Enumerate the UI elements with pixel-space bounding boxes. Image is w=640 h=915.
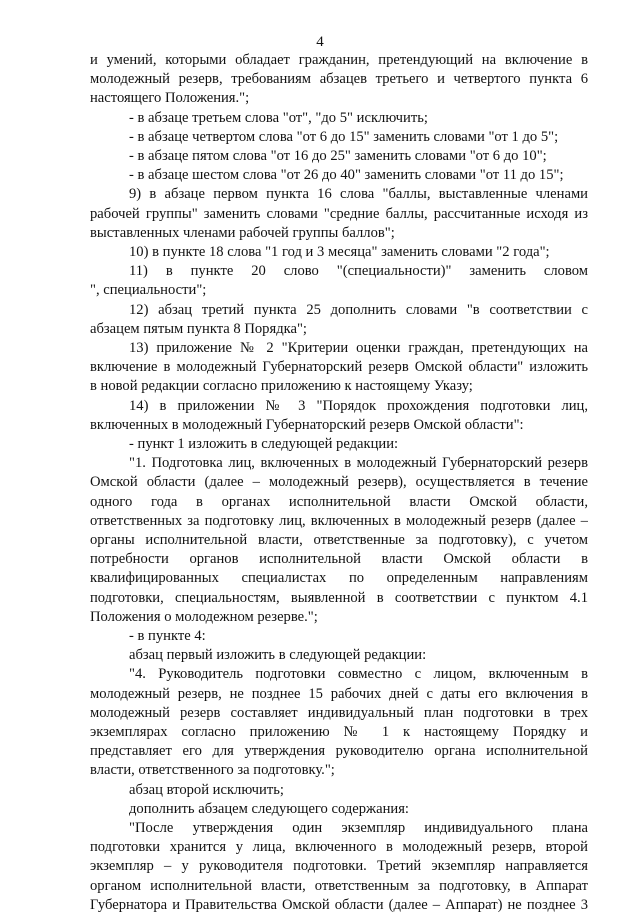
page-number: 4 [316,34,324,50]
text-line: включение в молодежный Губернаторский резерв Омской области" изложить [90,359,588,376]
text-line: молодежный резерв составляет индивидуальный план подготовки в трех [90,704,588,721]
text-line: 11) в пункте 20 слово "(специальности)" заменить словом [129,263,588,280]
text-line: Положения о молодежном резерве."; [90,608,318,625]
text-line: - пункт 1 изложить в следующей редакции: [129,436,399,452]
text-line: экземплярах согласно приложению № 1 к настоящему Порядку и [90,724,588,740]
text-line: власти, ответственного за подготовку."; [90,762,335,779]
text-line: абзац первый изложить в следующей редакции: [129,647,427,664]
text-line: "4. Руководитель подготовки совместно с лицом, включенным в [129,666,588,683]
text-line: 13) приложение № 2 "Критерии оценки граждан, претендующих на [129,340,588,356]
text-line: в новой редакции согласно приложению к настоящему Указу; [90,378,473,395]
text-line: 9) в абзаце первом пункта 16 слова "баллы, выставленные членами [129,186,588,203]
text-line: 10) в пункте 18 слова "1 год и 3 месяца" заменить словами "2 года"; [129,244,550,260]
text-line: экземпляр – у руководителя подготовки. Третий экземпляр направляется [90,858,588,875]
text-line: ответственных за подготовку лиц, включенных в молодежный резерв (далее – [90,512,588,529]
text-line: ", специальности"; [90,282,207,299]
text-line: подготовки хранится у лица, включенного в молодежный резерв, второй [90,839,588,856]
text-line: органом исполнительной власти, ответственным за подготовку, в Аппарат [90,877,588,894]
text-line: молодежный резерв, требованиям абзацев третьего и четвертого пункта 6 [90,71,588,88]
text-line: Губернатора и Правительства Омской области (далее – Аппарат) не позднее 3 [90,896,588,913]
text-line: - в абзаце третьем слова "от", "до 5" исключить; [129,109,428,126]
text-line: включенных в молодежный Губернаторский резерв Омской области": [90,416,524,433]
text-line: 12) абзац третий пункта 25 дополнить словами "в соответствии с [129,301,588,318]
text-line: - в абзаце пятом слова "от 16 до 25" заменить словами "от 6 до 10"; [129,148,547,164]
text-line: рабочей группы" заменить словами "средние баллы, рассчитанные исходя из [90,205,588,222]
text-line: - в пункте 4: [129,628,206,644]
text-line: квалифицированных специалистах по определенным направлениям [90,570,588,587]
text-line: абзацем пятым пункта 8 Порядка"; [90,320,307,337]
text-line: представляет его для утверждения руководителю органа исполнительной [90,743,588,760]
text-line: выставленных членами рабочей группы баллов"; [90,224,395,241]
text-line: потребности органов исполнительной власти Омской области в [90,551,588,568]
text-line: и умений, которыми обладает гражданин, претендующий на включение в [90,52,588,68]
text-line: настоящего Положения."; [90,90,250,107]
text-line: абзац второй исключить; [129,781,284,798]
text-line: подготовки, специальностям, выявленной в соответствии с пунктом 4.1 [90,589,588,606]
text-line: - в абзаце шестом слова "от 26 до 40" заменить словами "от 11 до 15"; [129,167,564,184]
text-line: - в абзаце четвертом слова "от 6 до 15" заменить словами "от 1 до 5"; [129,128,559,145]
text-line: органы исполнительной власти, ответственные за подготовку), с учетом [90,532,588,548]
text-line: дополнить абзацем следующего содержания: [129,800,409,817]
text-line: "1. Подготовка лиц, включенных в молодежный Губернаторский резерв [129,455,588,472]
text-line: Омской области (далее – молодежный резерв), осуществляется в течение [90,474,588,491]
text-line: "После утверждения один экземпляр индивидуального плана [129,820,588,836]
text-line: 14) в приложении № 3 "Порядок прохождения подготовки лиц, [129,397,588,414]
text-line: одного года в органах исполнительной власти Омской области, [90,493,588,510]
text-line: молодежный резерв, не позднее 15 рабочих дней с даты его включения в [90,685,588,702]
